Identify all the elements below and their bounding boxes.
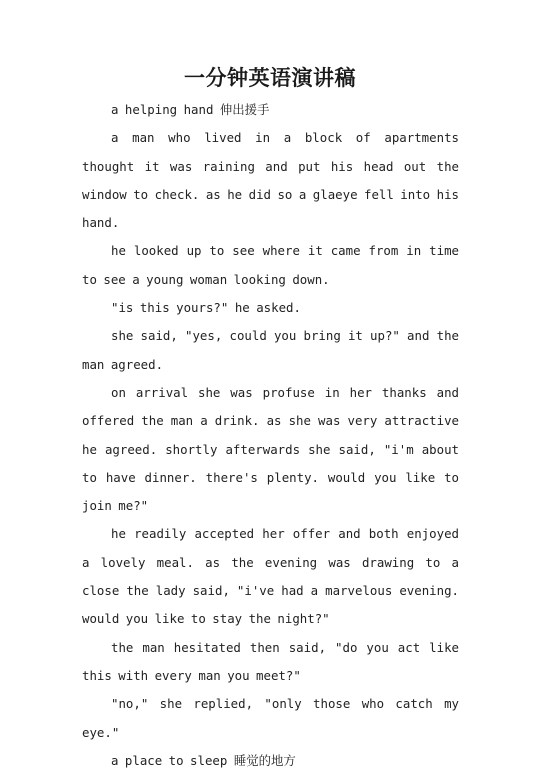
paragraph: he looked up to see where it came from in time to see a young woman looking down. (82, 243, 459, 287)
paragraph: he readily accepted her offer and both enjoyed a lovely meal. as the evening was drawing to a close the lady said, "i've had a marvelous evening. would you like to stay the night?" (82, 526, 459, 627)
paragraph-section-heading: a helping hand 伸出援手 (111, 102, 270, 117)
document-title: 一分钟英语演讲稿 (184, 65, 356, 90)
paragraph-section-heading: a place to sleep 睡觉的地方 (111, 752, 296, 768)
paragraph: the man hesitated then said, "do you act like this with every man you meet?" (82, 639, 459, 683)
document-body (82, 96, 459, 775)
paragraph: on arrival she was profuse in her thanks and offered the man a drink. as she was very attractive he agreed. shortly afterwards she said, "i'm about to have dinner. there's plenty. would you like to join me?" (82, 384, 459, 514)
paragraph: "no," she replied, "only those who catch my eye." (82, 696, 459, 740)
paragraph: a man who lived in a block of apartments thought it was raining and put his head out the window to check. as he did so a glaeye fell into his hand. (82, 130, 459, 231)
paragraph: she said, "yes, could you bring it up?" and the man agreed. (82, 328, 459, 372)
paragraph: "is this yours?" he asked. (111, 300, 301, 316)
